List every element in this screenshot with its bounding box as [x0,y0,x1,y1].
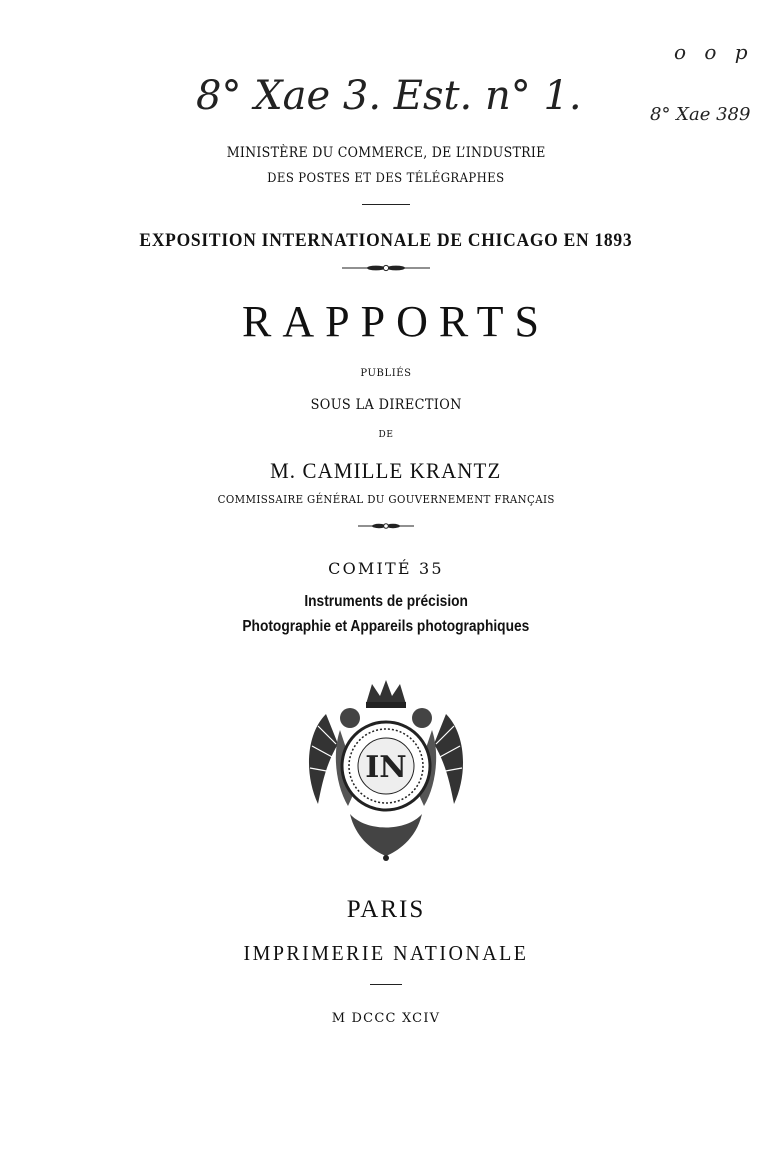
handwritten-corner-marks: o o p [674,40,754,64]
ornamental-divider-2 [356,521,416,531]
divider-rule [362,204,410,205]
imprimerie-nationale-emblem [296,674,476,864]
publisher: IMPRIMERIE NATIONALE [243,941,529,965]
city: PARIS [346,896,426,923]
publication-date: M DCCC XCIV [331,1011,441,1026]
subject-line-1: Instruments de précision [304,593,468,610]
director-title: COMMISSAIRE GÉNÉRAL DU GOUVERNEMENT FRANÇAIS [217,493,555,506]
committee-heading: COMITÉ 35 [328,559,444,578]
handwritten-shelfmark-right: 8° Xae 389 [650,104,751,125]
ministry-line-1: MINISTÈRE DU COMMERCE, DE L’INDUSTRIE [226,145,546,161]
handwritten-shelfmark: 8° Xae 3. Est. n° 1. [196,73,582,119]
direction-label: SOUS LA DIRECTION [310,397,462,413]
publies-label: PUBLIÉS [360,368,412,379]
page-title: RAPPORTS [242,297,550,346]
ministry-line-2: DES POSTES ET DES TÉLÉGRAPHES [267,171,505,186]
de-label: DE [378,430,394,440]
exposition-heading: EXPOSITION INTERNATIONALE DE CHICAGO EN 1893 [139,230,633,251]
director-name: M. CAMILLE KRANTZ [270,458,502,483]
imprint-rule [370,984,402,985]
emblem-monogram: IN [365,750,407,785]
ornamental-divider [340,263,432,273]
subject-line-2: Photographie et Appareils photographiques [242,618,530,635]
